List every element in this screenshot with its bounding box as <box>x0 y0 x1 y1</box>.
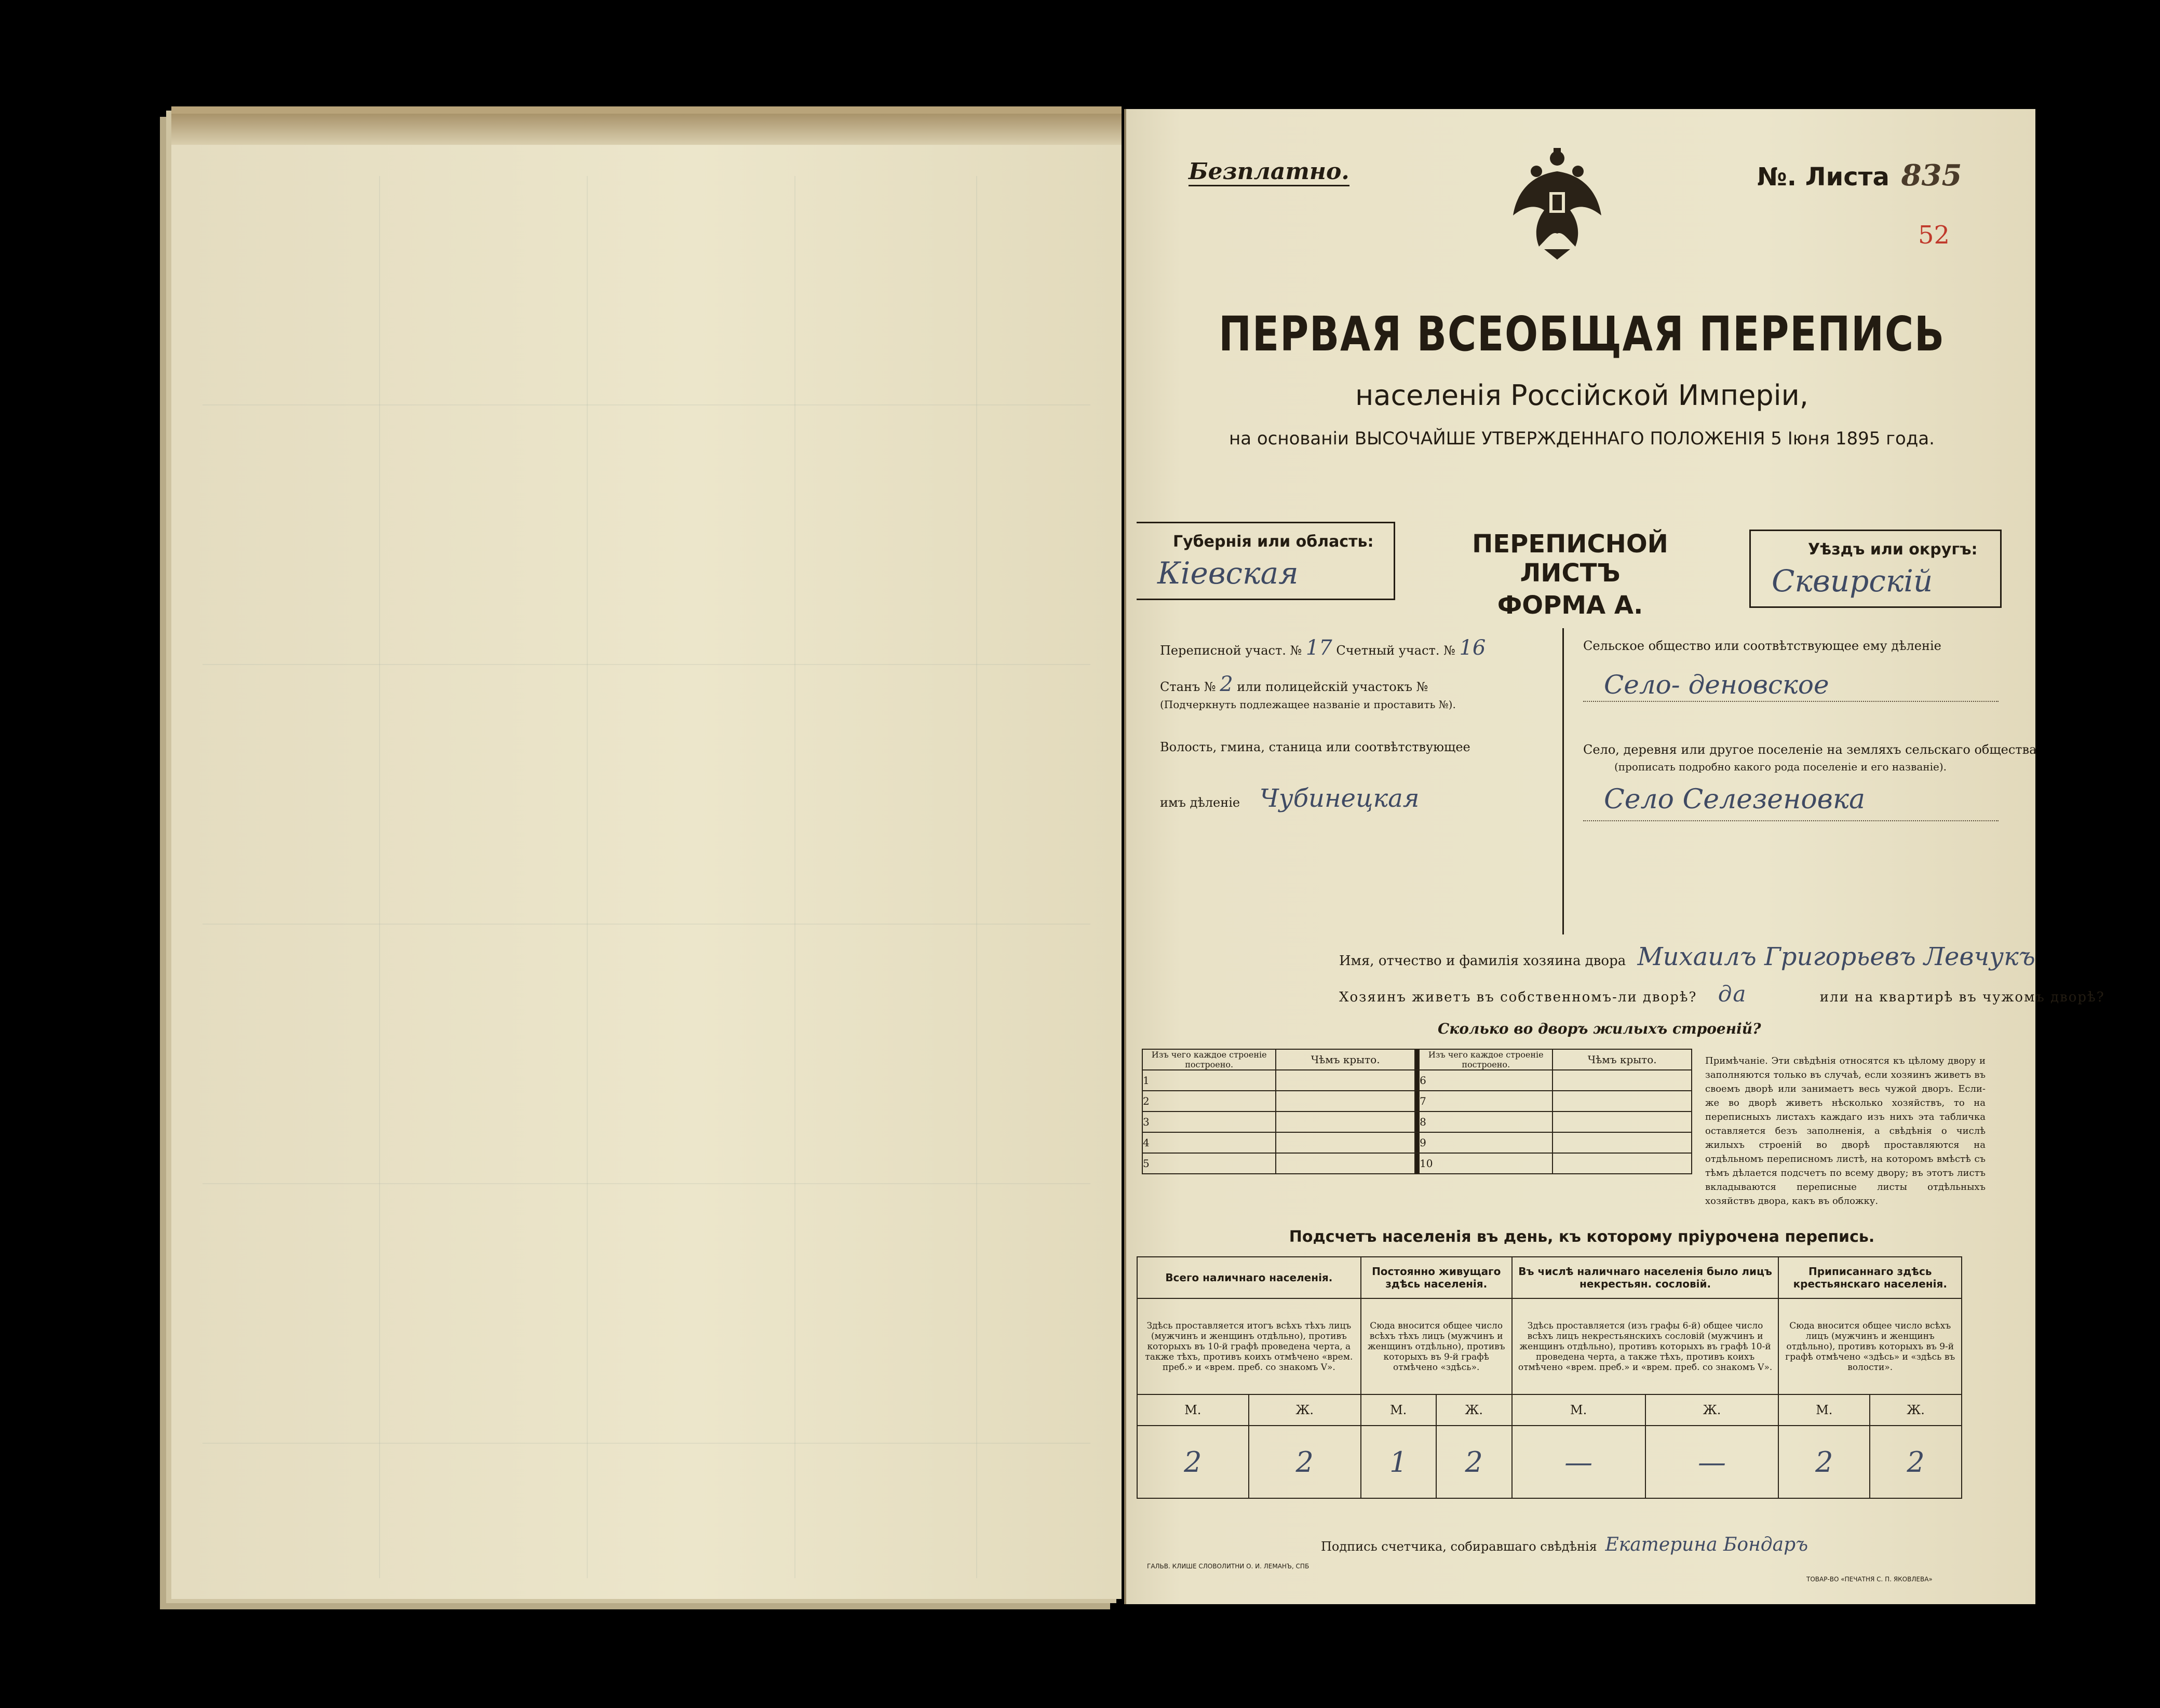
col-present-title: Всего наличнаго населенія. <box>1137 1257 1361 1298</box>
printer-imprint-right: ТОВАР-ВО «ПЕЧАТНЯ С. П. ЯКОВЛЕВА» <box>1806 1576 1933 1583</box>
location-right-block <box>1583 628 2037 919</box>
province-label: Губернія или область: <box>1173 533 1374 551</box>
police-section-label: или полицейскій участокъ № <box>1237 680 1428 694</box>
document-title: ПЕРВАЯ ВСЕОБЩАЯ ПЕРЕПИСЬ <box>1219 306 1945 362</box>
settlement-label: Село, деревня или другое поселеніе на земляхъ сельскаго общества <box>1583 742 2037 757</box>
worn-top-edge <box>171 114 1122 145</box>
col-registered-title: Приписаннаго здѣсь крестьянскаго населенія. <box>1778 1257 1962 1298</box>
signature-value: Екатерина Бондаръ <box>1605 1534 1808 1555</box>
buildings-question: Сколько во дворъ жилыхъ строеній? <box>1438 1020 1761 1037</box>
form-title: ПЕРЕПИСНОЙ ЛИСТЪ <box>1472 530 1668 588</box>
buildings-note: Примѣчаніе. Эти свѣдѣнія относятся къ цѣлому двору и заполняются только въ случаѣ, если хозяинъ живетъ въ своемъ дворѣ или занимаетъ весь чужой дворъ. Если-же во дворѣ живетъ нѣсколько хозяйствъ, то на переписныхъ листахъ каждаго изъ нихъ эта табличка оставляется безъ заполненія, а свѣдѣнія о числѣ жилыхъ строеній во дворѣ проставляются на отдѣльномъ переписномъ листѣ, на которомъ вмѣстѣ съ тѣмъ дѣлается подсчетъ по всему двору; въ этотъ листъ вкладываются переписные листы отдѣльныхъ хозяйствъ двора, какъ въ обложку. <box>1705 1055 1986 1207</box>
male-header: М. <box>1361 1394 1436 1426</box>
province-box <box>1137 522 1395 600</box>
settlement-value: Село Селезеновка <box>1604 784 1865 815</box>
census-section-label: Переписной участ. № <box>1160 643 1302 658</box>
female-header: Ж. <box>1249 1394 1361 1426</box>
settlement-instruction: (прописать подробно какого рода поселеніе и его названіе). <box>1614 761 1947 773</box>
counting-section-label: Счетный участ. № <box>1336 643 1455 658</box>
roof-header: Чѣмъ крыто. <box>1276 1049 1415 1070</box>
stan-value: 2 <box>1220 672 1233 696</box>
col-nonpeasant-title: Въ числѣ наличнаго населенія было лицъ некрестьян. сословій. <box>1512 1257 1779 1298</box>
female-header: Ж. <box>1436 1394 1512 1426</box>
col-present-desc: Здѣсь проставляется итогъ всѣхъ тѣхъ лицъ (мужчинъ и женщинъ отдѣльно), противъ которыхъ въ 10-й графѣ проведена черта, а также тѣхъ, противъ коихъ отмѣчено «врем. преб.» и «врем. преб. со знакомъ V». <box>1137 1298 1361 1394</box>
district-label: Уѣздъ или округъ: <box>1808 540 1978 559</box>
census-section-value: 17 <box>1305 636 1332 660</box>
rented-yard-label: или на квартирѣ въ чужомъ дворѣ? <box>1819 989 2105 1005</box>
male-header: М. <box>1778 1394 1870 1426</box>
material-header: Изъ чего каждое строеніе построено. <box>1142 1049 1276 1070</box>
table-row: 4 9 <box>1142 1132 1692 1153</box>
table-row: 5 10 <box>1142 1153 1692 1174</box>
table-row: 2 7 <box>1142 1091 1692 1111</box>
female-header: Ж. <box>1870 1394 1962 1426</box>
owner-name-label: Имя, отчество и фамилія хозяина двора <box>1339 953 1626 969</box>
legal-basis-line: на основаніи ВЫСОЧАЙШЕ УТВЕРЖДЕННАГО ПОЛОЖЕНІЯ 5 Іюня 1895 года. <box>1228 428 1935 449</box>
owner-name-value: Михаилъ Григорьевъ Левчукъ <box>1637 942 2035 971</box>
present-female-count: 2 <box>1249 1426 1361 1498</box>
roof-header-right: Чѣмъ крыто. <box>1553 1049 1692 1070</box>
registered-female-count: 2 <box>1870 1426 1962 1498</box>
own-yard-label: Хозяинъ живетъ въ собственномъ-ли дворѣ? <box>1339 989 1697 1005</box>
col-resident-title: Постоянно живущаго здѣсь населенія. <box>1361 1257 1512 1298</box>
col-nonpeasant-desc: Здѣсь проставляется (изъ графы 6-й) общее число всѣхъ лицъ некрестьянскихъ сословій (мужчинъ и женщинъ отдѣльно), противъ которыхъ въ графѣ 10-й проведена черта, а также тѣхъ, противъ коихъ отмѣчено «врем. преб.» и «врем. преб. со знакомъ V». <box>1512 1298 1779 1394</box>
buildings-table <box>1142 1049 1692 1174</box>
printer-imprint-left: ГАЛЬВ. КЛИШЕ СЛОВОЛИТНИ О. И. ЛЕМАНЪ, СПБ <box>1147 1563 1310 1570</box>
signature-label: Подпись счетчика, собиравшаго свѣдѣнія <box>1321 1539 1597 1554</box>
sheet-number-value: 835 <box>1901 158 1962 193</box>
col-resident-desc: Сюда вносится общее число всѣхъ тѣхъ лицъ (мужчинъ и женщинъ отдѣльно), противъ которыхъ въ 9-й графѣ отмѣчено «здѣсь». <box>1361 1298 1512 1394</box>
form-letter: ФОРМА А. <box>1497 591 1643 620</box>
left-blank-page <box>171 106 1122 1599</box>
stan-label: Станъ № <box>1160 680 1216 694</box>
population-heading: Подсчетъ населенія въ день, къ которому пріурочена перепись. <box>1289 1228 1875 1246</box>
present-male-count: 2 <box>1137 1426 1249 1498</box>
free-label: Безплатно. <box>1189 158 1349 186</box>
col-registered-desc: Сюда вносится общее число всѣхъ лицъ (мужчинъ и женщинъ отдѣльно), противъ которыхъ въ 9-й графѣ отмѣчено «здѣсь» и «здѣсь въ волости». <box>1778 1298 1962 1394</box>
male-header: М. <box>1137 1394 1249 1426</box>
nonpeasant-female-count: — <box>1645 1426 1779 1498</box>
society-value: Село- деновское <box>1604 670 1829 700</box>
counting-section-value: 16 <box>1459 636 1486 660</box>
district-box <box>1749 530 2002 608</box>
underline-instruction: (Подчеркнуть подлежащее названіе и проставить №). <box>1160 698 1456 711</box>
province-value: Кіевская <box>1157 555 1299 591</box>
location-left-block <box>1160 628 1564 934</box>
volost-label: Волость, гмина, станица или соотвѣтствующее <box>1160 740 1470 754</box>
red-archive-mark: 52 <box>1918 221 1950 250</box>
census-form-page <box>1124 109 2105 1604</box>
document-subtitle: населенія Россійской Имперіи, <box>1355 379 1808 412</box>
table-row: 3 8 <box>1142 1111 1692 1132</box>
nonpeasant-male-count: — <box>1512 1426 1645 1498</box>
resident-female-count: 2 <box>1436 1426 1512 1498</box>
material-header-right: Изъ чего каждое строеніе построено. <box>1419 1049 1553 1070</box>
volost-value: Чубинецкая <box>1259 784 1420 813</box>
district-value: Сквирскій <box>1772 563 1933 599</box>
table-row: 1 6 <box>1142 1070 1692 1091</box>
female-header: Ж. <box>1645 1394 1779 1426</box>
resident-male-count: 1 <box>1361 1426 1436 1498</box>
registered-male-count: 2 <box>1778 1426 1870 1498</box>
society-label: Сельское общество или соотвѣтствующее ему дѣленіе <box>1583 639 1941 653</box>
male-header: М. <box>1512 1394 1645 1426</box>
imperial-eagle-emblem <box>1508 143 1607 262</box>
own-yard-value: да <box>1718 981 1747 1007</box>
form-title-block <box>1430 530 1710 620</box>
population-table <box>1137 1256 1962 1499</box>
volost-label-continued: имъ дѣленіе <box>1160 795 1240 810</box>
sheet-number-label: №. Листа <box>1757 162 1889 192</box>
